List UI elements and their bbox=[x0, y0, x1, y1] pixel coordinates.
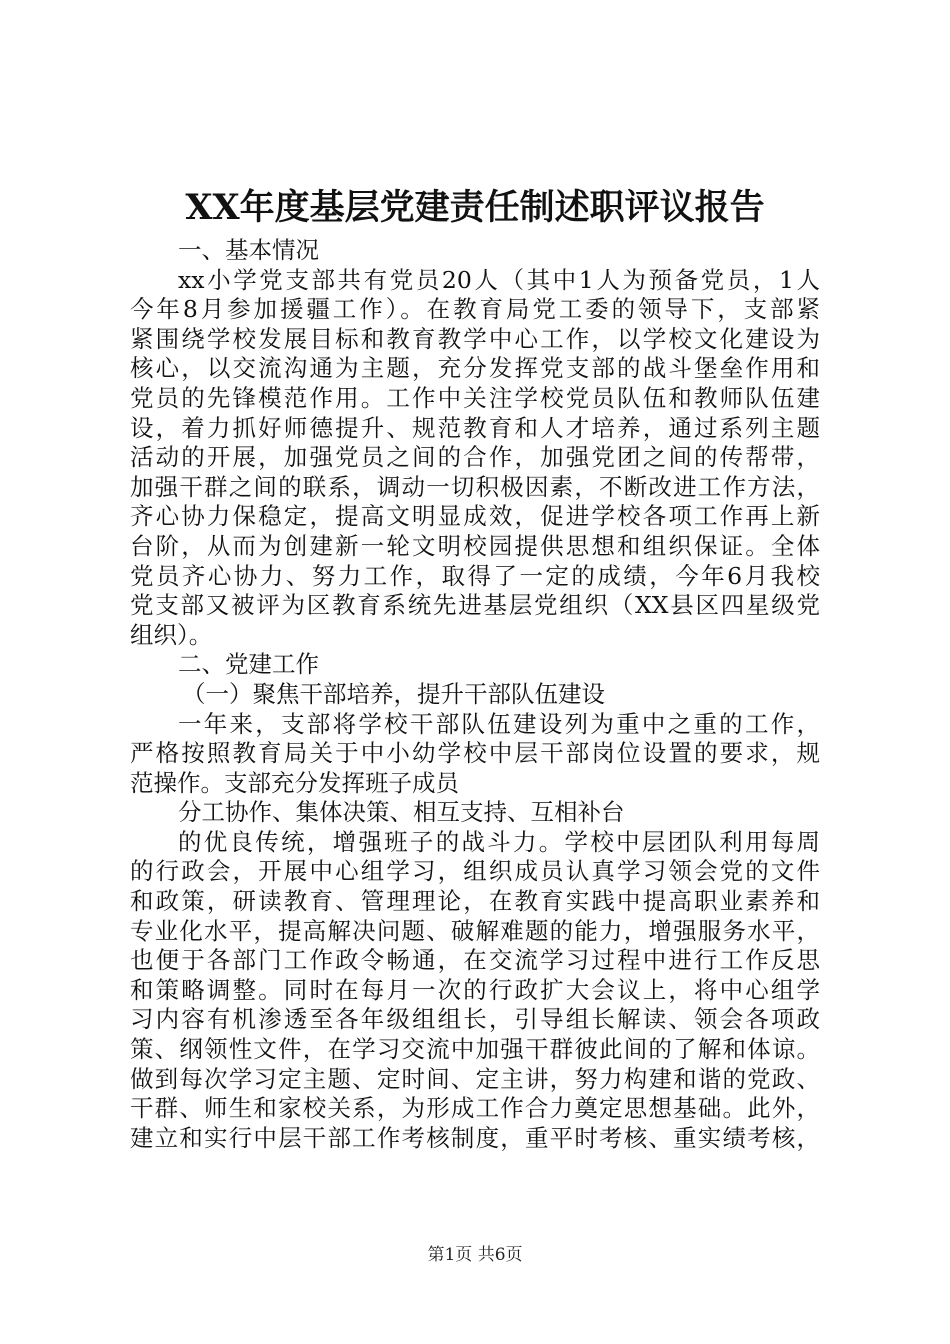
paragraph-line: 党员齐心协力、努力工作，取得了一定的成绩，今年6月我校 bbox=[130, 561, 820, 590]
paragraph-line: 组织）。 bbox=[130, 620, 213, 649]
paragraph-line: 专业化水平，提高解决问题、破解难题的能力，增强服务水平， bbox=[130, 916, 820, 945]
paragraph-line: 和策略调整。同时在每月一次的行政扩大会议上，将中心组学 bbox=[130, 975, 820, 1004]
paragraph-line: 的优良传统，增强班子的战斗力。学校中层团队利用每周 bbox=[178, 827, 820, 856]
paragraph-line: 核心，以交流沟通为主题，充分发挥党支部的战斗堡垒作用和 bbox=[130, 354, 820, 383]
document-body bbox=[130, 236, 820, 1153]
subsection-heading: （一）聚焦干部培养，提升干部队伍建设 bbox=[182, 679, 605, 708]
paragraph-line: 台阶，从而为创建新一轮文明校园提供思想和组织保证。全体 bbox=[130, 531, 820, 560]
paragraph-line: 也便于各部门工作政令畅通，在交流学习过程中进行工作反思 bbox=[130, 946, 820, 975]
paragraph-line: 活动的开展，加强党员之间的合作，加强党团之间的传帮带， bbox=[130, 443, 820, 472]
paragraph-line: 和政策，研读教育、管理理论，在教育实践中提高职业素养和 bbox=[130, 887, 820, 916]
paragraph-line: 策、纲领性文件，在学习交流中加强干群彼此间的了解和体谅。 bbox=[130, 1035, 820, 1064]
paragraph-line: 设，着力抓好师德提升、规范教育和人才培养，通过系列主题 bbox=[130, 413, 820, 442]
section-heading: 二、党建工作 bbox=[178, 650, 319, 679]
section-heading: 一、基本情况 bbox=[178, 236, 319, 264]
paragraph-line: 严格按照教育局关于中小幼学校中层干部岗位设置的要求，规 bbox=[130, 739, 820, 768]
paragraph-line: 做到每次学习定主题、定时间、定主讲，努力构建和谐的党政、 bbox=[130, 1064, 820, 1093]
paragraph-line: 加强干群之间的联系，调动一切积极因素，不断改进工作方法， bbox=[130, 472, 820, 501]
paragraph-line: 党员的先锋模范作用。工作中关注学校党员队伍和教师队伍建 bbox=[130, 383, 820, 412]
paragraph-line: 一年来，支部将学校干部队伍建设列为重中之重的工作， bbox=[178, 709, 820, 738]
paragraph-line: 齐心协力保稳定，提高文明显成效，促进学校各项工作再上新 bbox=[130, 502, 820, 531]
paragraph-line: 的行政会，开展中心组学习，组织成员认真学习领会党的文件 bbox=[130, 857, 820, 886]
paragraph-line: 紧围绕学校发展目标和教育教学中心工作，以学校文化建设为 bbox=[130, 324, 820, 353]
paragraph-line: xx小学党支部共有党员20人（其中1人为预备党员，1人 bbox=[178, 265, 820, 294]
document-title: XX年度基层党建责任制述职评议报告 bbox=[185, 187, 765, 228]
paragraph-line: 党支部又被评为区教育系统先进基层党组织（XX县区四星级党 bbox=[130, 591, 820, 620]
page-footer: 第1页 共6页 bbox=[427, 1245, 523, 1265]
paragraph-line: 分工协作、集体决策、相互支持、互相补台 bbox=[178, 798, 625, 827]
paragraph-line: 范操作。支部充分发挥班子成员 bbox=[130, 768, 459, 797]
paragraph-line: 建立和实行中层干部工作考核制度，重平时考核、重实绩考核， bbox=[130, 1123, 820, 1152]
paragraph-line: 今年8月参加援疆工作）。在教育局党工委的领导下，支部紧 bbox=[130, 295, 820, 324]
paragraph-line: 习内容有机渗透至各年级组组长，引导组长解读、领会各项政 bbox=[130, 1005, 820, 1034]
paragraph-line: 干群、师生和家校关系，为形成工作合力奠定思想基础。此外， bbox=[130, 1094, 820, 1123]
